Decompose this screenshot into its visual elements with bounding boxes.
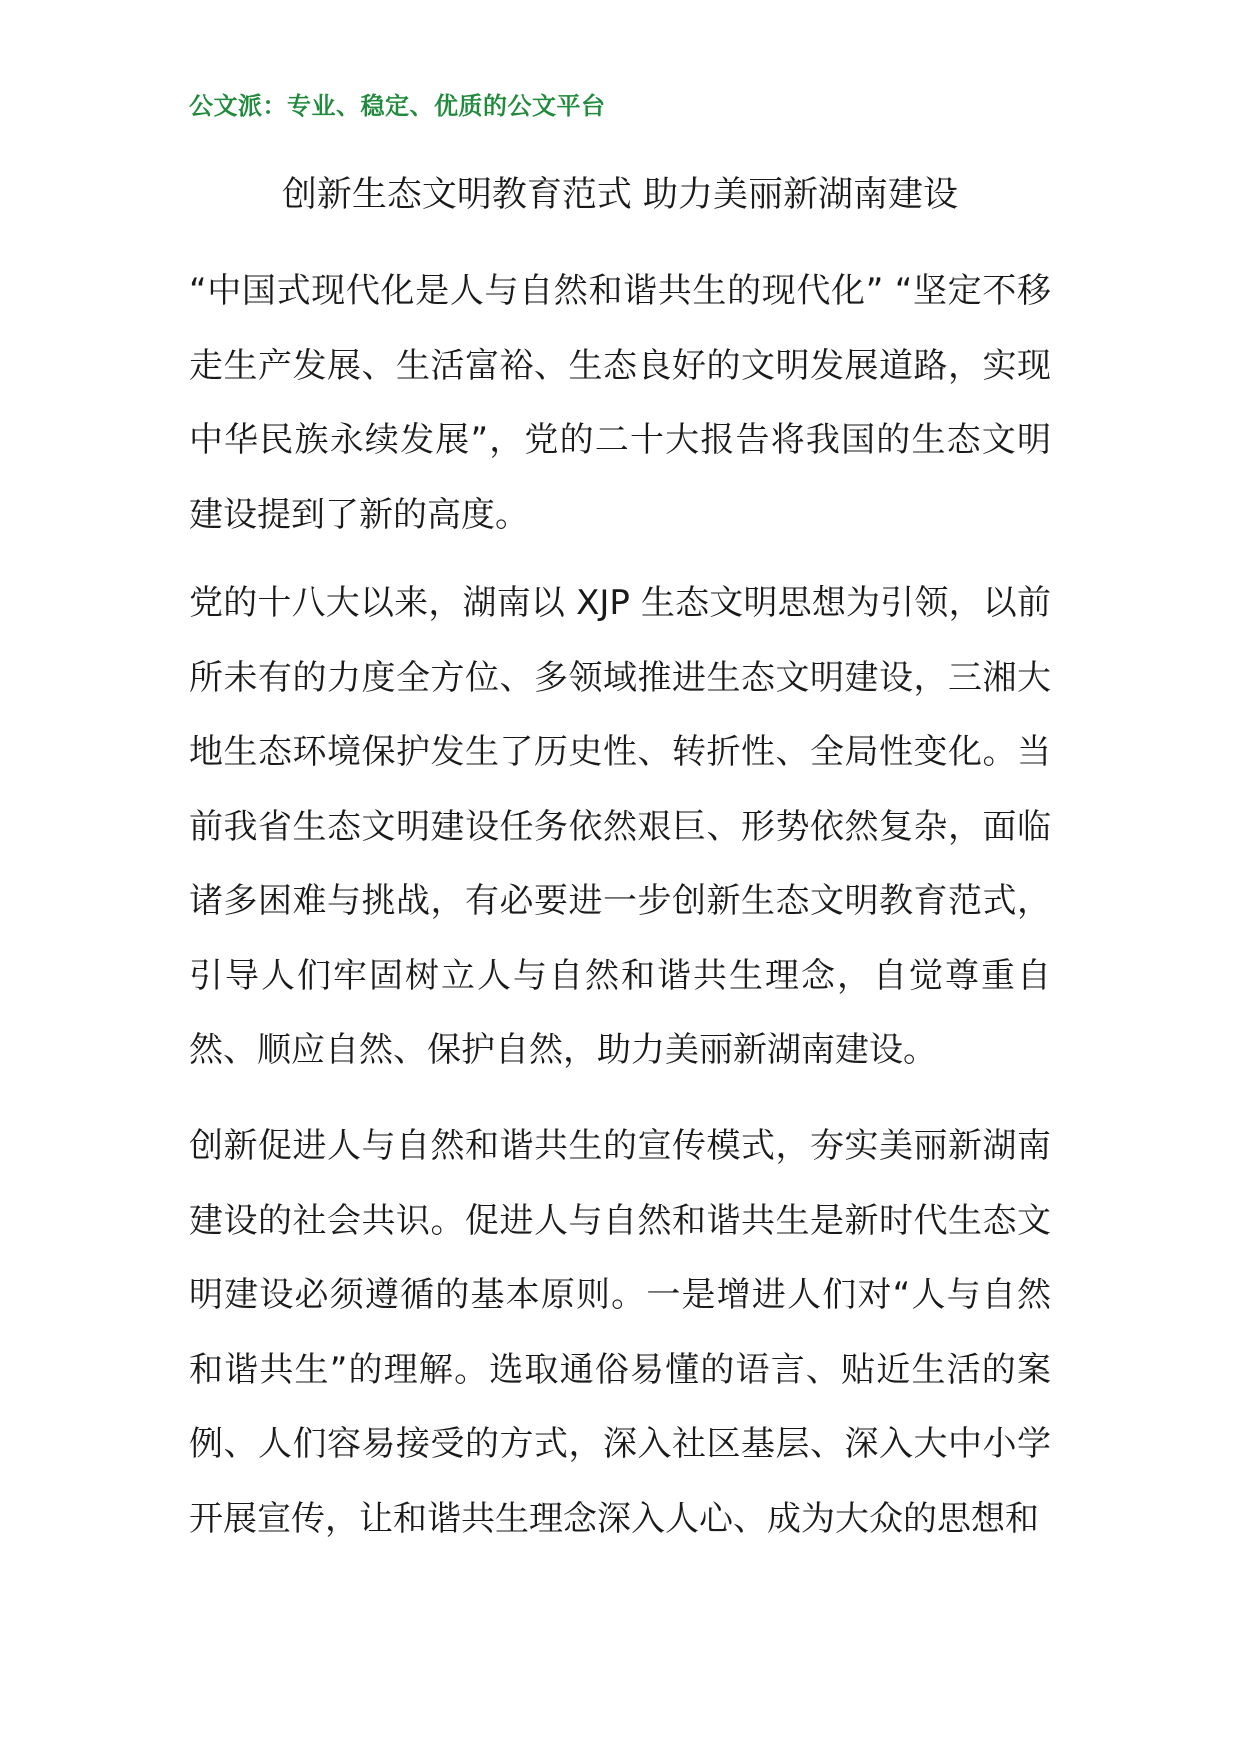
paragraph-3: 创新促进人与自然和谐共生的宣传模式，夯实美丽新湖南建设的社会共识。促进人与自然和谐共生是新时代生态文明建设必须遵循的基本原则。一是增进人们对“人与自然和谐共生”的理解。选取通俗易懂的语言、贴近生活的案例、人们容易接受的方式，深入社区基层、深入大中小学开展宣传，让和谐共生理念深入人心、成为大众的思想和 xyxy=(189,1126,1051,1539)
document-title: 创新生态文明教育范式 助力美丽新湖南建设 xyxy=(281,175,959,215)
brand-header: 公文派：专业、稳定、优质的公文平台 xyxy=(189,92,606,120)
paragraph-2: 党的十八大以来，湖南以 XJP 生态文明思想为引领，以前所未有的力度全方位、多领域推进生态文明建设，三湘大地生态环境保护发生了历史性、转折性、全局性变化。当前我省生态文明建设任务依然艰巨、形势依然复杂，面临诸多困难与挑战，有必要进一步创新生态文明教育范式，引导人们牢固树立人与自然和谐共生理念，自觉尊重自然、顺应自然、保护自然，助力美丽新湖南建设。 xyxy=(189,583,1051,1070)
paragraph-1: “中国式现代化是人与自然和谐共生的现代化” “坚定不移走生产发展、生活富裕、生态良好的文明发展道路，实现中华民族永续发展”，党的二十大报告将我国的生态文明建设提到了新的高度。 xyxy=(189,271,1051,535)
